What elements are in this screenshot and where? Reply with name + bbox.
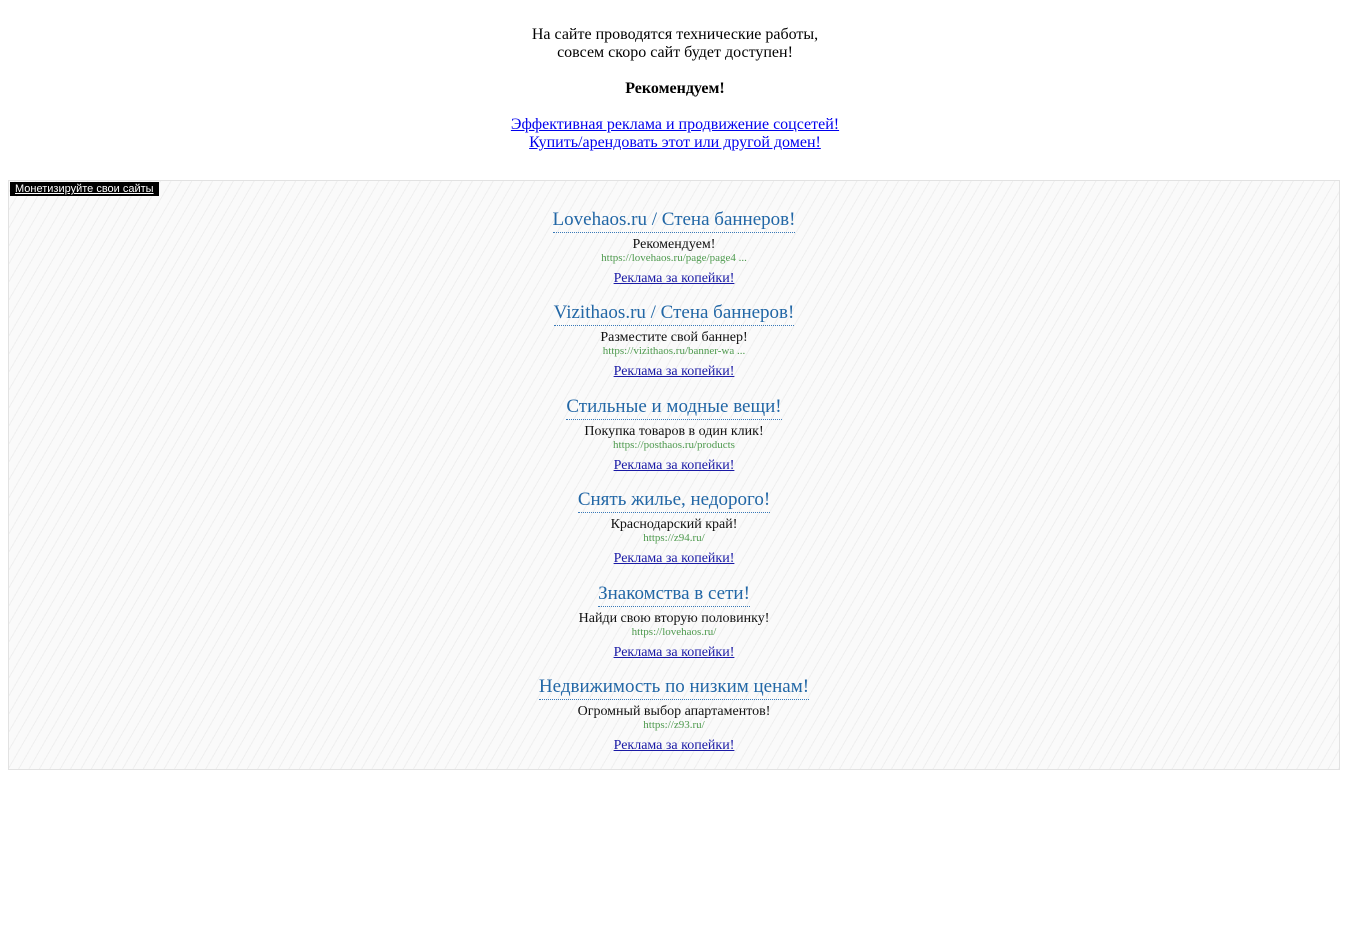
ad-description: Рекомендуем! <box>632 237 716 252</box>
ad-description: Найди свою вторую половинку! <box>578 610 770 626</box>
maintenance-notice <box>0 0 1350 152</box>
ad-item <box>9 583 1339 676</box>
ad-list <box>9 209 1339 769</box>
notice-line-2: совсем скоро сайт будет доступен! <box>557 44 793 61</box>
notice-line-1: На сайте проводятся технические работы, <box>531 26 819 43</box>
ad-url: https://vizithaos.ru/banner-wa ... <box>602 345 746 358</box>
ad-url: https://z94.ru/ <box>643 532 705 545</box>
cheap-ads-link[interactable]: Реклама за копейки! <box>613 271 735 286</box>
ad-url: https://lovehaos.ru/page/page4 ... <box>601 252 747 264</box>
cheap-ads-link[interactable]: Реклама за копейки! <box>613 551 735 567</box>
ad-block <box>8 180 1340 770</box>
cheap-ads-link[interactable]: Реклама за копейки! <box>613 644 735 660</box>
ad-url: https://posthaos.ru/products <box>613 438 735 451</box>
buy-domain-link[interactable]: Купить/арендовать этот или другой домен! <box>529 134 821 151</box>
ad-title-link[interactable]: Vizithaos.ru / Стена баннеров! <box>554 302 795 326</box>
ad-description: Покупка товаров в один клик! <box>584 423 764 439</box>
ad-title-link[interactable]: Знакомства в сети! <box>598 583 750 607</box>
monetize-link[interactable]: Монетизируйте свои сайты <box>10 182 159 196</box>
ad-title-link[interactable]: Стильные и модные вещи! <box>566 396 781 420</box>
ad-item <box>9 302 1339 395</box>
recommend-heading: Рекомендуем! <box>625 80 725 97</box>
ad-item <box>9 489 1339 582</box>
ad-title-link[interactable]: Недвижимость по низким ценам! <box>539 676 809 700</box>
cheap-ads-link[interactable]: Реклама за копейки! <box>613 737 735 753</box>
cheap-ads-link[interactable]: Реклама за копейки! <box>613 364 735 380</box>
ad-description: Краснодарский край! <box>610 517 738 533</box>
ad-description: Разместите свой баннер! <box>600 330 748 346</box>
ad-title-link[interactable]: Lovehaos.ru / Стена баннеров! <box>553 209 796 233</box>
ad-item <box>9 209 1339 302</box>
cheap-ads-link[interactable]: Реклама за копейки! <box>613 457 735 473</box>
ad-url: https://lovehaos.ru/ <box>631 625 717 638</box>
ad-title-link[interactable]: Снять жилье, недорого! <box>578 489 770 513</box>
ad-description: Огромный выбор апартаментов! <box>577 703 771 719</box>
ad-url: https://z93.ru/ <box>643 718 705 731</box>
social-promo-link[interactable]: Эффективная реклама и продвижение соцсетей! <box>510 116 840 133</box>
ad-item <box>9 676 1339 769</box>
ad-item <box>9 396 1339 489</box>
